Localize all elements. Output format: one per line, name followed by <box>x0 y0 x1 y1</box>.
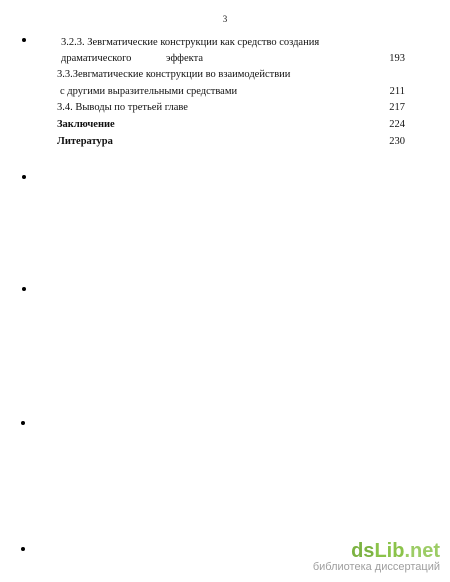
page-number: 3 <box>222 14 228 24</box>
toc-entry-3-3-title-line1: 3.3.Зевгматические конструкции во взаимодействии <box>57 69 291 80</box>
scan-punch-dot <box>21 547 25 551</box>
scan-punch-dot <box>21 421 25 425</box>
toc-entry-conclusion-page: 224 <box>389 119 405 130</box>
toc-entry-conclusion-title: Заключение <box>57 119 115 130</box>
toc-entry-3-2-3-title-line1: 3.2.3. Зевгматические конструкции как средство создания <box>61 37 320 48</box>
dslib-watermark <box>313 541 440 574</box>
toc-entry-3-4-page: 217 <box>389 102 405 113</box>
scan-punch-dot <box>22 175 26 179</box>
logo-net-text: .net <box>404 540 440 562</box>
watermark-subtitle: библиотека диссертаций <box>312 561 440 573</box>
toc-entry-3-3-page: 211 <box>389 86 405 97</box>
scan-punch-dot <box>22 287 26 291</box>
logo-ds-text: ds <box>351 540 375 562</box>
scan-punch-dot <box>22 38 26 42</box>
dslib-logo <box>313 541 440 561</box>
toc-entry-3-2-3-title-line2: драматического эффекта <box>61 53 203 64</box>
toc-entry-3-2-3-page: 193 <box>389 53 405 64</box>
toc-entry-literature-page: 230 <box>389 136 405 147</box>
toc-entry-3-3-title-line2: с другими выразительными средствами <box>60 86 238 97</box>
toc-entry-literature-title: Литература <box>57 136 113 147</box>
logo-lib-text: Lib <box>374 540 405 562</box>
toc-entry-3-4-title: 3.4. Выводы по третьей главе <box>57 102 188 113</box>
